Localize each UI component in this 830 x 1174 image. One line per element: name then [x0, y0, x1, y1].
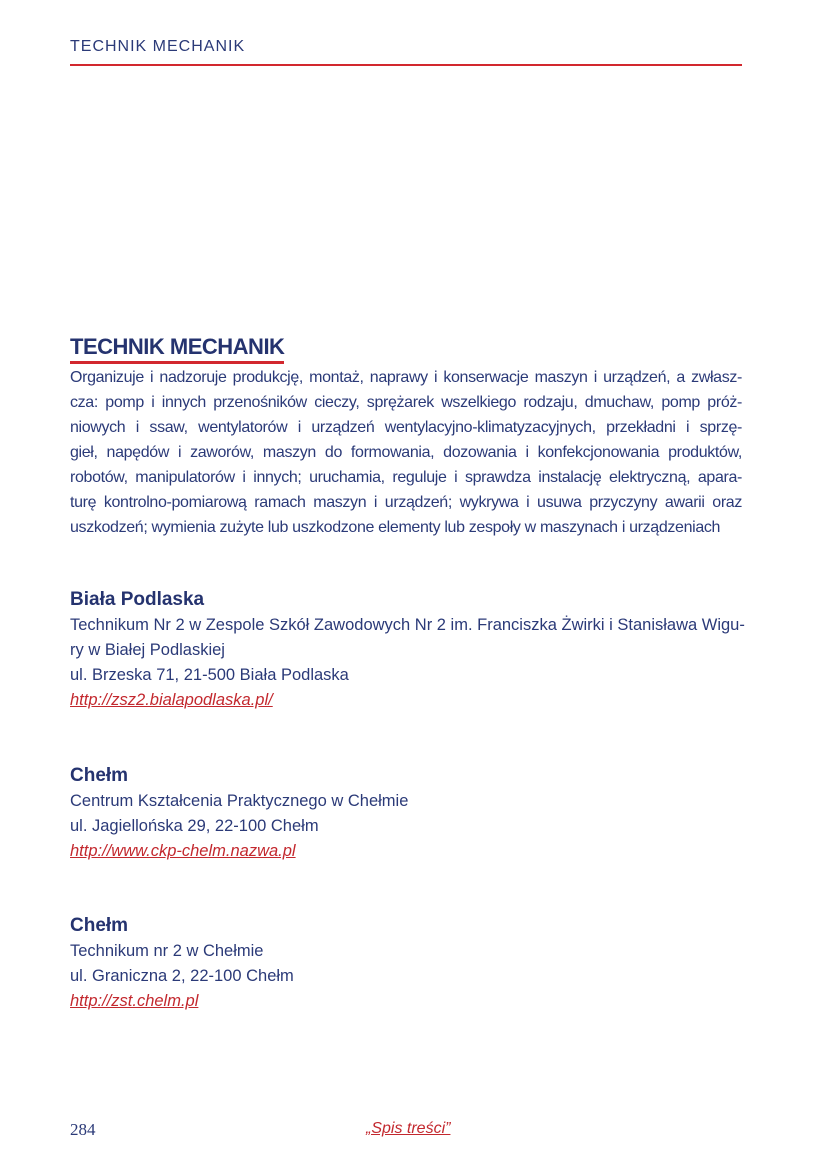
school-name: Technikum nr 2 w Chełmie: [70, 942, 264, 960]
school-entry: [70, 913, 750, 1014]
page-number: 284: [70, 1120, 96, 1139]
school-name: Technikum Nr 2 w Zespole Szkół Zawodowych Nr 2 im. Franciszka Żwirki i Stanisława Wigu-: [70, 616, 745, 634]
city-name: Biała Podlaska: [70, 589, 205, 610]
city-name: Chełm: [70, 915, 129, 936]
description: [70, 365, 742, 540]
running-header: TECHNIK MECHANIK: [70, 38, 246, 55]
city-name: Chełm: [70, 765, 129, 786]
school-name-cont: ry w Białej Podlaskiej: [70, 641, 225, 659]
school-name: Centrum Kształcenia Praktycznego w Chełmie: [70, 792, 409, 810]
school-address: ul. Graniczna 2, 22-100 Chełm: [70, 967, 294, 985]
description-line: cza: pomp i innych przenośników cieczy, sprężarek wszelkiego rodzaju, dmuchaw, pomp próż-: [70, 394, 742, 411]
table-of-contents-link[interactable]: „Spis treści”: [366, 1120, 451, 1137]
description-line: turę kontrolno-pomiarową ramach maszyn i urządzeń; wykrywa i usuwa przyczyny awarii oraz: [70, 494, 742, 511]
school-link[interactable]: http://zsz2.bialapodlaska.pl/: [70, 691, 273, 709]
section-title: TECHNIK MECHANIK: [70, 334, 284, 364]
description-line: robotów, manipulatorów i innych; uruchamia, reguluje i sprawdza instalację elektryczną, apara-: [70, 469, 742, 486]
school-address: ul. Brzeska 71, 21-500 Biała Podlaska: [70, 666, 349, 684]
school-address: ul. Jagiellońska 29, 22-100 Chełm: [70, 817, 319, 835]
description-line: niowych i ssaw, wentylatorów i urządzeń wentylacyjno-klimatyzacyjnych, przekładni i sprzę-: [70, 419, 742, 436]
school-entry: [70, 587, 750, 713]
school-link[interactable]: http://zst.chelm.pl: [70, 992, 199, 1010]
school-link[interactable]: http://www.ckp-chelm.nazwa.pl: [70, 842, 296, 860]
header-rule: [70, 64, 742, 66]
description-line: gieł, napędów i zaworów, maszyn do formowania, dozowania i konfekcjonowania produktów,: [70, 444, 742, 461]
school-entry: [70, 763, 750, 864]
description-line: Organizuje i nadzoruje produkcję, montaż, naprawy i konserwacje maszyn i urządzeń, a zwłasz-: [70, 369, 742, 386]
description-line: uszkodzeń; wymienia zużyte lub uszkodzone elementy lub zespoły w maszynach i urządzeniach: [70, 519, 721, 536]
